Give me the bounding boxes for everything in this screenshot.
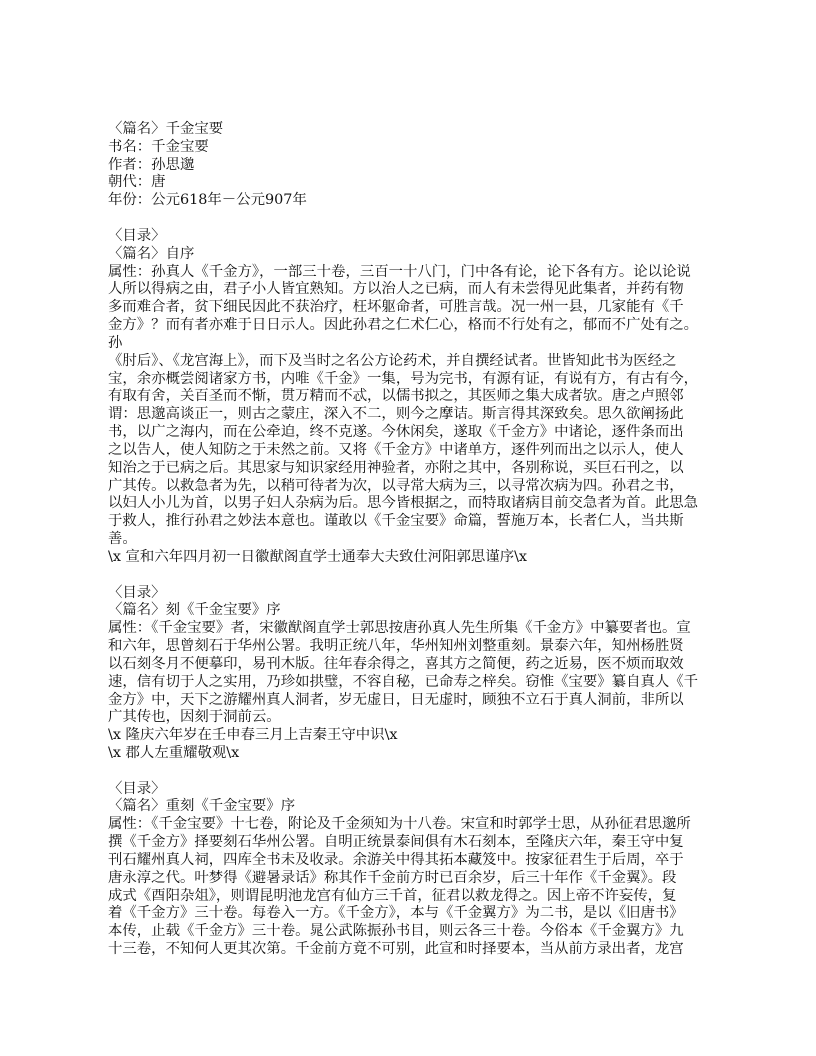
text-line: 以妇人小儿为首，以男子妇人杂病为后。思今皆根据之，而特取诸病目前交急者为首。此思急 bbox=[108, 495, 699, 512]
text-line: 年份：公元618年－公元907年 bbox=[108, 192, 307, 209]
text-line: 属性：孙真人《千金方》，一部三十卷，三百一十八门，门中各有论，论下各有方。论以论说 bbox=[108, 263, 691, 280]
text-line: 善。 bbox=[108, 531, 137, 548]
blank-line bbox=[108, 567, 718, 585]
text-line: 谓：思邈高谈正一，则古之蒙庄，深入不二，则今之摩诘。斯言得其深致矣。思久欲阐扬此 bbox=[108, 406, 684, 423]
toc-marker: 〈目录〉 bbox=[108, 780, 166, 797]
chapter-title: 〈篇名〉刻《千金宝要》序 bbox=[108, 602, 281, 619]
chapter-title: 〈篇名〉自序 bbox=[108, 245, 195, 262]
blank-line bbox=[108, 763, 718, 781]
toc-marker: 〈目录〉 bbox=[108, 227, 166, 244]
text-line: 撰《千金方》择要刻石华州公署。自明正统景泰间俱有木石刻本，至隆庆六年，秦王守中复 bbox=[108, 834, 684, 851]
signature-line: \x 郡人左重耀敬观\x bbox=[108, 744, 240, 761]
blank-line bbox=[108, 210, 718, 228]
signature-line: \x 宣和六年四月初一日徽猷阁直学士通奉大夫致仕河阳郭思谨序\x bbox=[108, 548, 528, 565]
text-line: 速，信有切于人之实用，乃珍如拱璧，不容自秘，已命寿之梓矣。窃惟《宝要》纂自真人《千 bbox=[108, 673, 699, 690]
text-line: 属性：《千金宝要》十七卷，附论及千金须知为十八卷。宋宣和时郭学士思，从孙征君思邈所 bbox=[108, 816, 691, 833]
text-line: 之以告人，使人知防之于未然之前。又将《千金方》中诸单方，逐件列而出之以示人，使人 bbox=[108, 441, 684, 458]
text-line: 多而难合者，贫下细民因此不获治疗，枉坏躯命者，可胜言哉。况一州一县，几家能有《千 bbox=[108, 299, 684, 316]
text-line: 书，以广之海内，而在公牵迫，终不克遂。今休闲矣，遂取《千金方》中诸论，逐件条而出 bbox=[108, 424, 684, 441]
text-line: 知治之于已病之后。其思家与知识家经用神验者，亦附之其中，各别称说，买巨石刊之，以 bbox=[108, 459, 684, 476]
document-page bbox=[108, 121, 718, 959]
text-line: 广其传也，因刻于洞前云。 bbox=[108, 709, 281, 726]
text-line: 于救人，推行孙君之妙法本意也。谨敢以《千金宝要》命篇，誓施万本，长者仁人，当共斯 bbox=[108, 513, 684, 530]
text-line: 宝，余亦概尝阅诸家方书，内唯《千金》一集，号为完书，有源有证，有说有方，有古有今， bbox=[108, 370, 699, 387]
text-line: 朝代：唐 bbox=[108, 174, 166, 191]
toc-marker: 〈目录〉 bbox=[108, 584, 166, 601]
signature-line: \x 隆庆六年岁在壬申春三月上吉秦王守中识\x bbox=[108, 727, 398, 744]
chapter-title: 〈篇名〉重刻《千金宝要》序 bbox=[108, 798, 296, 815]
text-line: 金方》？而有者亦难于日日示人。因此孙君之仁术仁心，格而不行处有之，郁而不广处有之。 bbox=[108, 317, 699, 334]
text-line: 孙 bbox=[108, 334, 123, 351]
chapter-title: 〈篇名〉千金宝要 bbox=[108, 121, 224, 137]
text-line: 金方》中，天下之游耀州真人洞者，岁无虚日，日无虚时，顾独不立石于真人洞前，非所以 bbox=[108, 691, 684, 708]
text-line: 着《千金方》三十卷。每卷入一方。《千金方》，本与《千金翼方》为二书，是以《旧唐书》 bbox=[108, 905, 684, 922]
text-line: 人所以得病之由，君子小人皆宜熟知。方以治人之已病，而人有未尝得见此集者，并药有物 bbox=[108, 281, 684, 298]
text-line: 以石刻冬月不便摹印，易刊木版。往年春余得之，喜其方之简便，药之近易，医不烦而取效 bbox=[108, 655, 684, 672]
text-line: 刊石耀州真人祠，四库全书未及收录。余游关中得其拓本藏笈中。按家征君生于后周，卒于 bbox=[108, 851, 684, 868]
text-line: 唐永淳之代。叶梦得《避暑录话》称其作千金前方时已百余岁，后三十年作《千金翼》。段 bbox=[108, 869, 677, 886]
text-line: 有取有舍，关百圣而不惭，贯万精而不忒，以儒书拟之，其医师之集大成者欤。唐之卢照邻 bbox=[108, 388, 684, 405]
text-line: 成式《酉阳杂俎》，则谓昆明池龙宫有仙方三千首，征君以救龙得之。因上帝不许妄传，复 bbox=[108, 887, 677, 904]
text-line: 广其传。以救急者为先，以稍可待者为次，以寻常大病为三，以寻常次病为四。孙君之书， bbox=[108, 477, 684, 494]
text-line: 本传，止载《千金方》三十卷。晁公武陈振孙书目，则云各三十卷。今俗本《千金翼方》九 bbox=[108, 923, 684, 940]
text-line: 十三卷，不知何人更其次第。千金前方竟不可别，此宣和时择要本，当从前方录出者，龙宫 bbox=[108, 941, 684, 958]
text-line: 《肘后》、《龙宫海上》，而下及当时之名公方论药术，并自撰经试者。世皆知此书为医经之 bbox=[108, 352, 677, 369]
text-line: 书名：千金宝要 bbox=[108, 138, 209, 155]
text-line: 和六年，思曾刻石于华州公署。我明正统八年，华州知州刘整重刻。景泰六年，知州杨胜贤 bbox=[108, 638, 684, 655]
text-line: 作者：孙思邈 bbox=[108, 156, 195, 173]
text-line: 属性：《千金宝要》者，宋徽猷阁直学士郭思按唐孙真人先生所集《千金方》中纂要者也。宣 bbox=[108, 620, 691, 637]
